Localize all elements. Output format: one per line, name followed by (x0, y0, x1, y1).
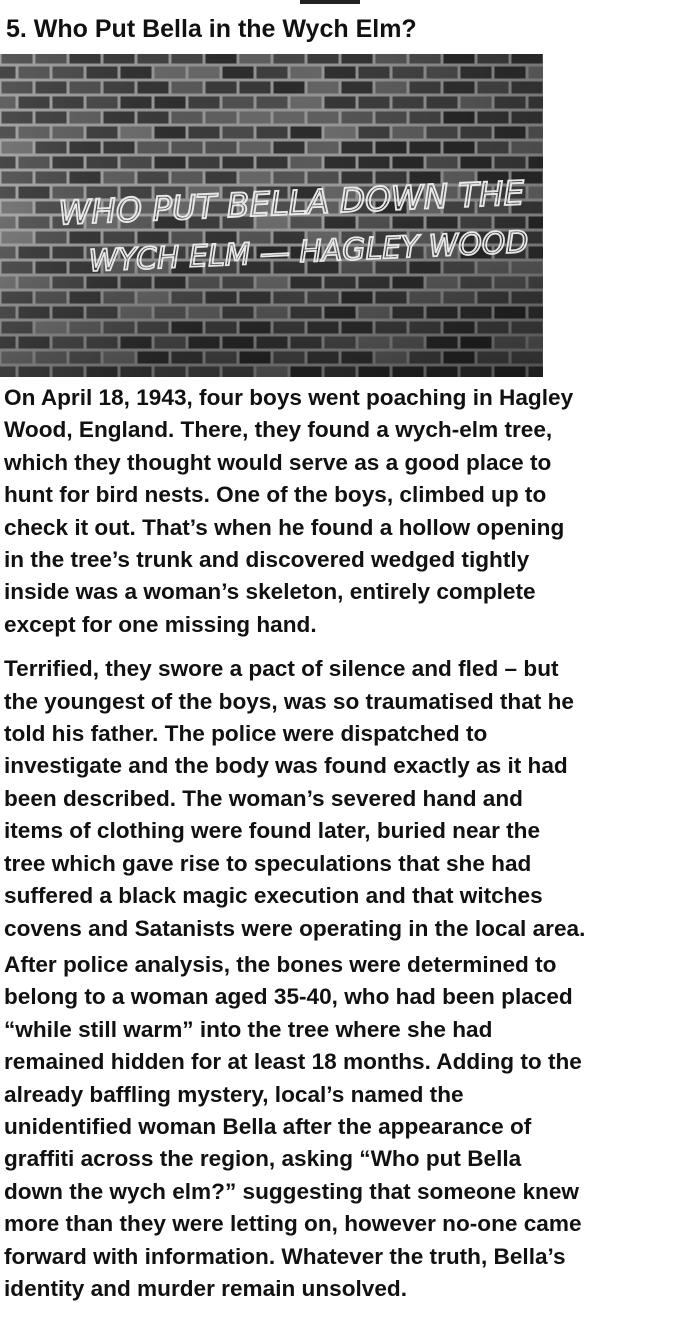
graffiti-line-2: WYCH ELM — HAGLEY WOOD (88, 224, 531, 280)
graffiti-brick-wall-photo (0, 54, 543, 377)
graffiti-line-1: WHO PUT BELLA DOWN THE (57, 173, 527, 233)
paragraph-investigation: Terrified, they swore a pact of silence and fled – but the youngest of the boys, was so traumatised that he told his father. The police were dispatched to investigate and the body was found exactly as it had been described. The woman’s severed hand and items of clothing were found later, buried near the tree which gave rise to speculations that she had suffered a black magic execution and that witches covens and Satanists were operating in the local area. (4, 656, 586, 941)
article-body (4, 382, 696, 1305)
paragraph-discovery: On April 18, 1943, four boys went poaching in Hagley Wood, England. There, they found a wych-elm tree, which they thought would serve as a good place to hunt for bird nests. One of the boys, climbed up to check it out. That’s when he found a hollow opening in the tree’s trunk and discovered wedged tightly inside was a woman’s skeleton, entirely complete except for one missing hand. (4, 385, 574, 637)
cropped-previous-content (300, 0, 360, 4)
paragraph-analysis: After police analysis, the bones were determined to belong to a woman aged 35-40, who had been placed “while still warm” into the tree where she had remained hidden for at least 18 months. Adding to the already baffling mystery, local’s named the unidentified woman Bella after the appearance of graffiti across the region, asking “Who put Bella down the wych elm?” suggesting that someone knew more than they were letting on, however no-one came forward with information. Whatever the truth, Bella’s identity and murder remain unsolved. (4, 951, 582, 1301)
article-title: 5. Who Put Bella in the Wych Elm? (6, 15, 417, 43)
